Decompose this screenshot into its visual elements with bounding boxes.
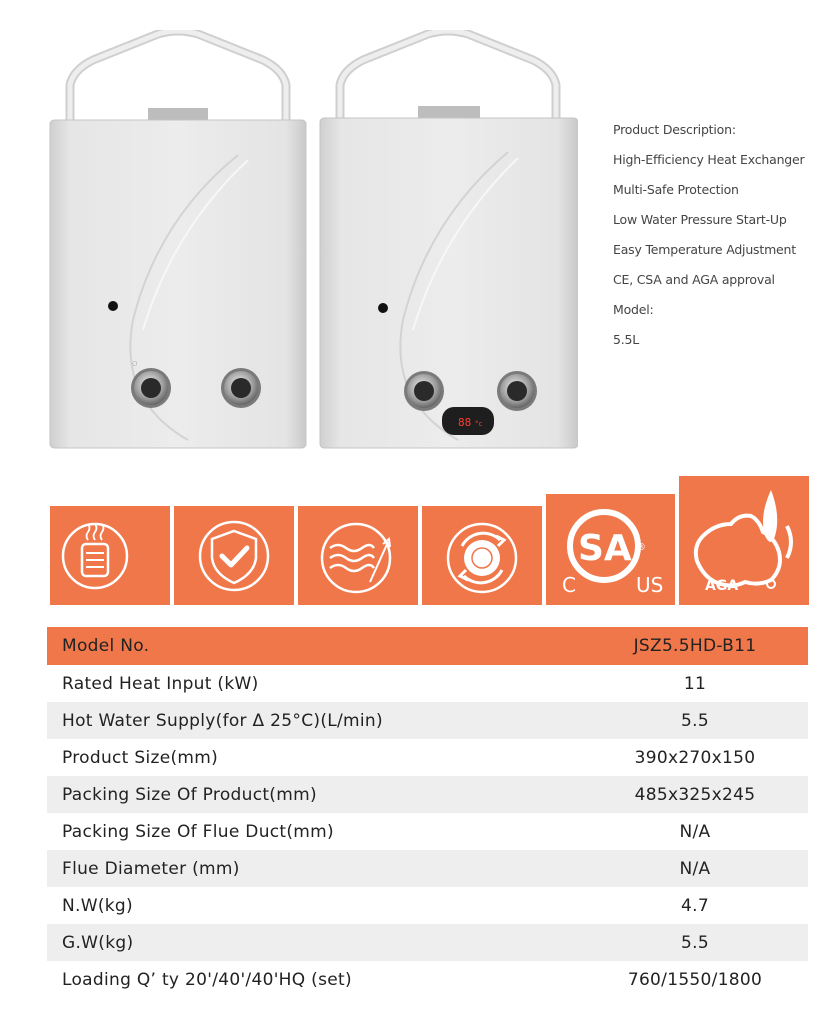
table-cell-value: 5.5 xyxy=(681,710,709,731)
table-row xyxy=(47,665,808,702)
table-cell-label: N.W(kg) xyxy=(62,895,133,916)
feature-heat-exchanger: High-Efficiency Heat Exchanger xyxy=(613,152,805,167)
table-cell-label: Model No. xyxy=(62,636,150,656)
table-row xyxy=(47,850,808,887)
table-header-row xyxy=(47,627,808,665)
description-heading: Product Description: xyxy=(613,122,736,137)
product-description xyxy=(613,118,823,358)
table-cell-value: 485x325x245 xyxy=(634,784,756,805)
table-cell-label: Product Size(mm) xyxy=(62,747,219,768)
water-heater-image-knob-model xyxy=(48,30,308,450)
table-cell-label: Loading Q’ ty 20'/40'/40'HQ (set) xyxy=(62,969,352,990)
svg-text:C: C xyxy=(562,573,576,597)
display-unit: °c xyxy=(475,420,483,428)
table-cell-value: 390x270x150 xyxy=(634,747,756,768)
feature-low-pressure: Low Water Pressure Start-Up xyxy=(613,212,787,227)
csa-certification-icon xyxy=(546,494,675,605)
table-cell-value: N/A xyxy=(679,858,711,879)
table-cell-value: 5.5 xyxy=(681,932,709,953)
table-cell-label: Rated Heat Input (kW) xyxy=(62,673,259,694)
heat-exchanger-icon xyxy=(50,506,170,605)
table-cell-label: Packing Size Of Product(mm) xyxy=(62,784,317,805)
feature-multi-safe: Multi-Safe Protection xyxy=(613,182,739,197)
feature-approvals: CE, CSA and AGA approval xyxy=(613,272,775,287)
table-row xyxy=(47,702,808,739)
water-flow-icon xyxy=(298,506,418,605)
table-row xyxy=(47,961,808,998)
table-row xyxy=(47,739,808,776)
table-cell-value: N/A xyxy=(679,821,711,842)
table-cell-label: Hot Water Supply(for Δ 25°C)(L/min) xyxy=(62,710,383,731)
svg-text:US: US xyxy=(636,573,664,597)
table-cell-value: 4.7 xyxy=(681,895,709,916)
table-cell-value: JSZ5.5HD-B11 xyxy=(633,636,757,656)
table-cell-value: 11 xyxy=(683,673,707,694)
display-reading: 88 xyxy=(458,416,472,429)
table-row xyxy=(47,924,808,961)
svg-text:AGA: AGA xyxy=(705,578,739,594)
model-label: Model: xyxy=(613,302,654,317)
aga-certification-icon xyxy=(679,476,809,605)
model-value: 5.5L xyxy=(613,332,640,347)
table-cell-label: Flue Diameter (mm) xyxy=(62,858,240,879)
svg-text:◌: ◌ xyxy=(132,360,138,367)
svg-text:®: ® xyxy=(636,542,646,553)
water-heater-image-display-model xyxy=(318,30,578,450)
specification-table xyxy=(47,627,808,998)
table-row xyxy=(47,887,808,924)
svg-text:SA: SA xyxy=(578,528,632,569)
table-cell-value: 760/1550/1800 xyxy=(627,969,763,990)
shield-check-icon xyxy=(174,506,294,605)
table-row xyxy=(47,776,808,813)
table-cell-label: G.W(kg) xyxy=(62,932,134,953)
feature-temperature: Easy Temperature Adjustment xyxy=(613,242,796,257)
temperature-adjust-icon xyxy=(422,506,542,605)
table-cell-label: Packing Size Of Flue Duct(mm) xyxy=(62,821,334,842)
table-row xyxy=(47,813,808,850)
